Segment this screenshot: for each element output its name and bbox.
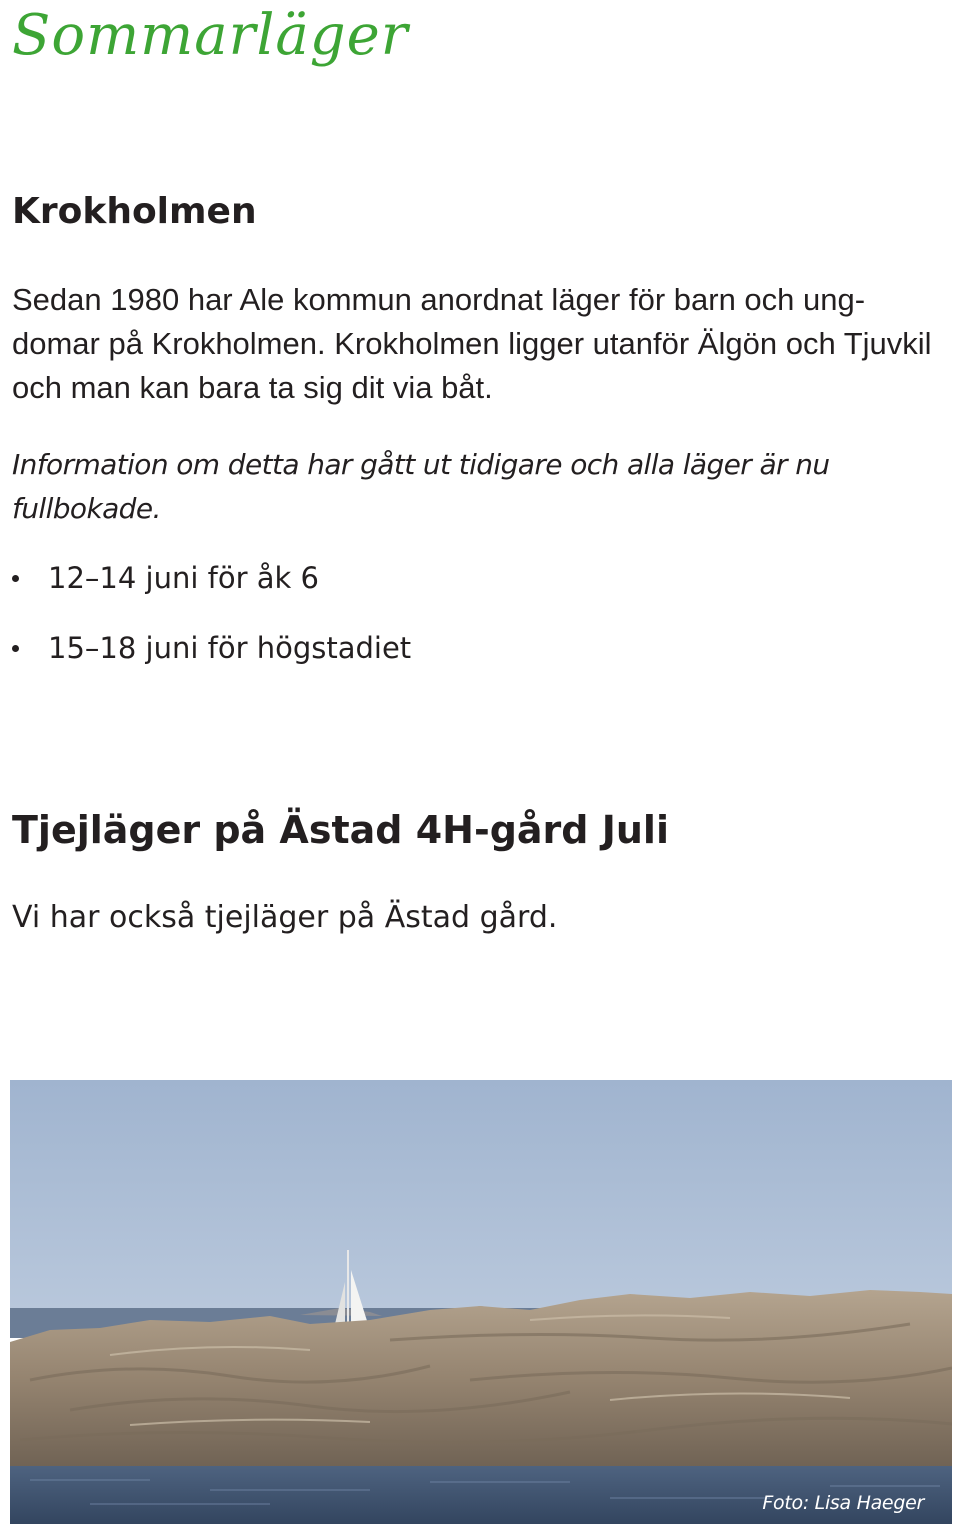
krokholmen-info-paragraph: Information om detta har gått ut tidigare och alla läger är nu fullbokade.: [12, 448, 830, 525]
krokholmen-intro-paragraph: Sedan 1980 har Ale kommun anordnat läger för barn och ungdomar på Krokholmen. Krokholmen ligger utanför Älgön och Tjuvkil och man kan bara ta sig dit via båt.: [12, 282, 932, 405]
list-item: [12, 556, 411, 626]
list-item: [12, 626, 411, 696]
tjejlager-paragraph: Vi har också tjejläger på Ästad gård.: [12, 900, 558, 935]
camp-date-text: 12–14 juni för åk 6: [48, 561, 319, 595]
photo-credit: Foto: Lisa Haeger: [762, 1492, 924, 1514]
archipelago-illustration: [10, 1080, 952, 1524]
camp-date-text: 15–18 juni för högstadiet: [48, 631, 412, 665]
krokholmen-heading: Krokholmen: [12, 191, 257, 232]
bullet-icon: [12, 645, 19, 652]
camp-dates-list: [12, 556, 411, 696]
tjejlager-heading: Tjejläger på Ästad 4H-gård Juli: [12, 808, 669, 852]
bullet-icon: [12, 575, 19, 582]
page-title: Sommarläger: [12, 3, 409, 68]
archipelago-photo: [10, 1080, 952, 1524]
sky: [10, 1080, 952, 1320]
